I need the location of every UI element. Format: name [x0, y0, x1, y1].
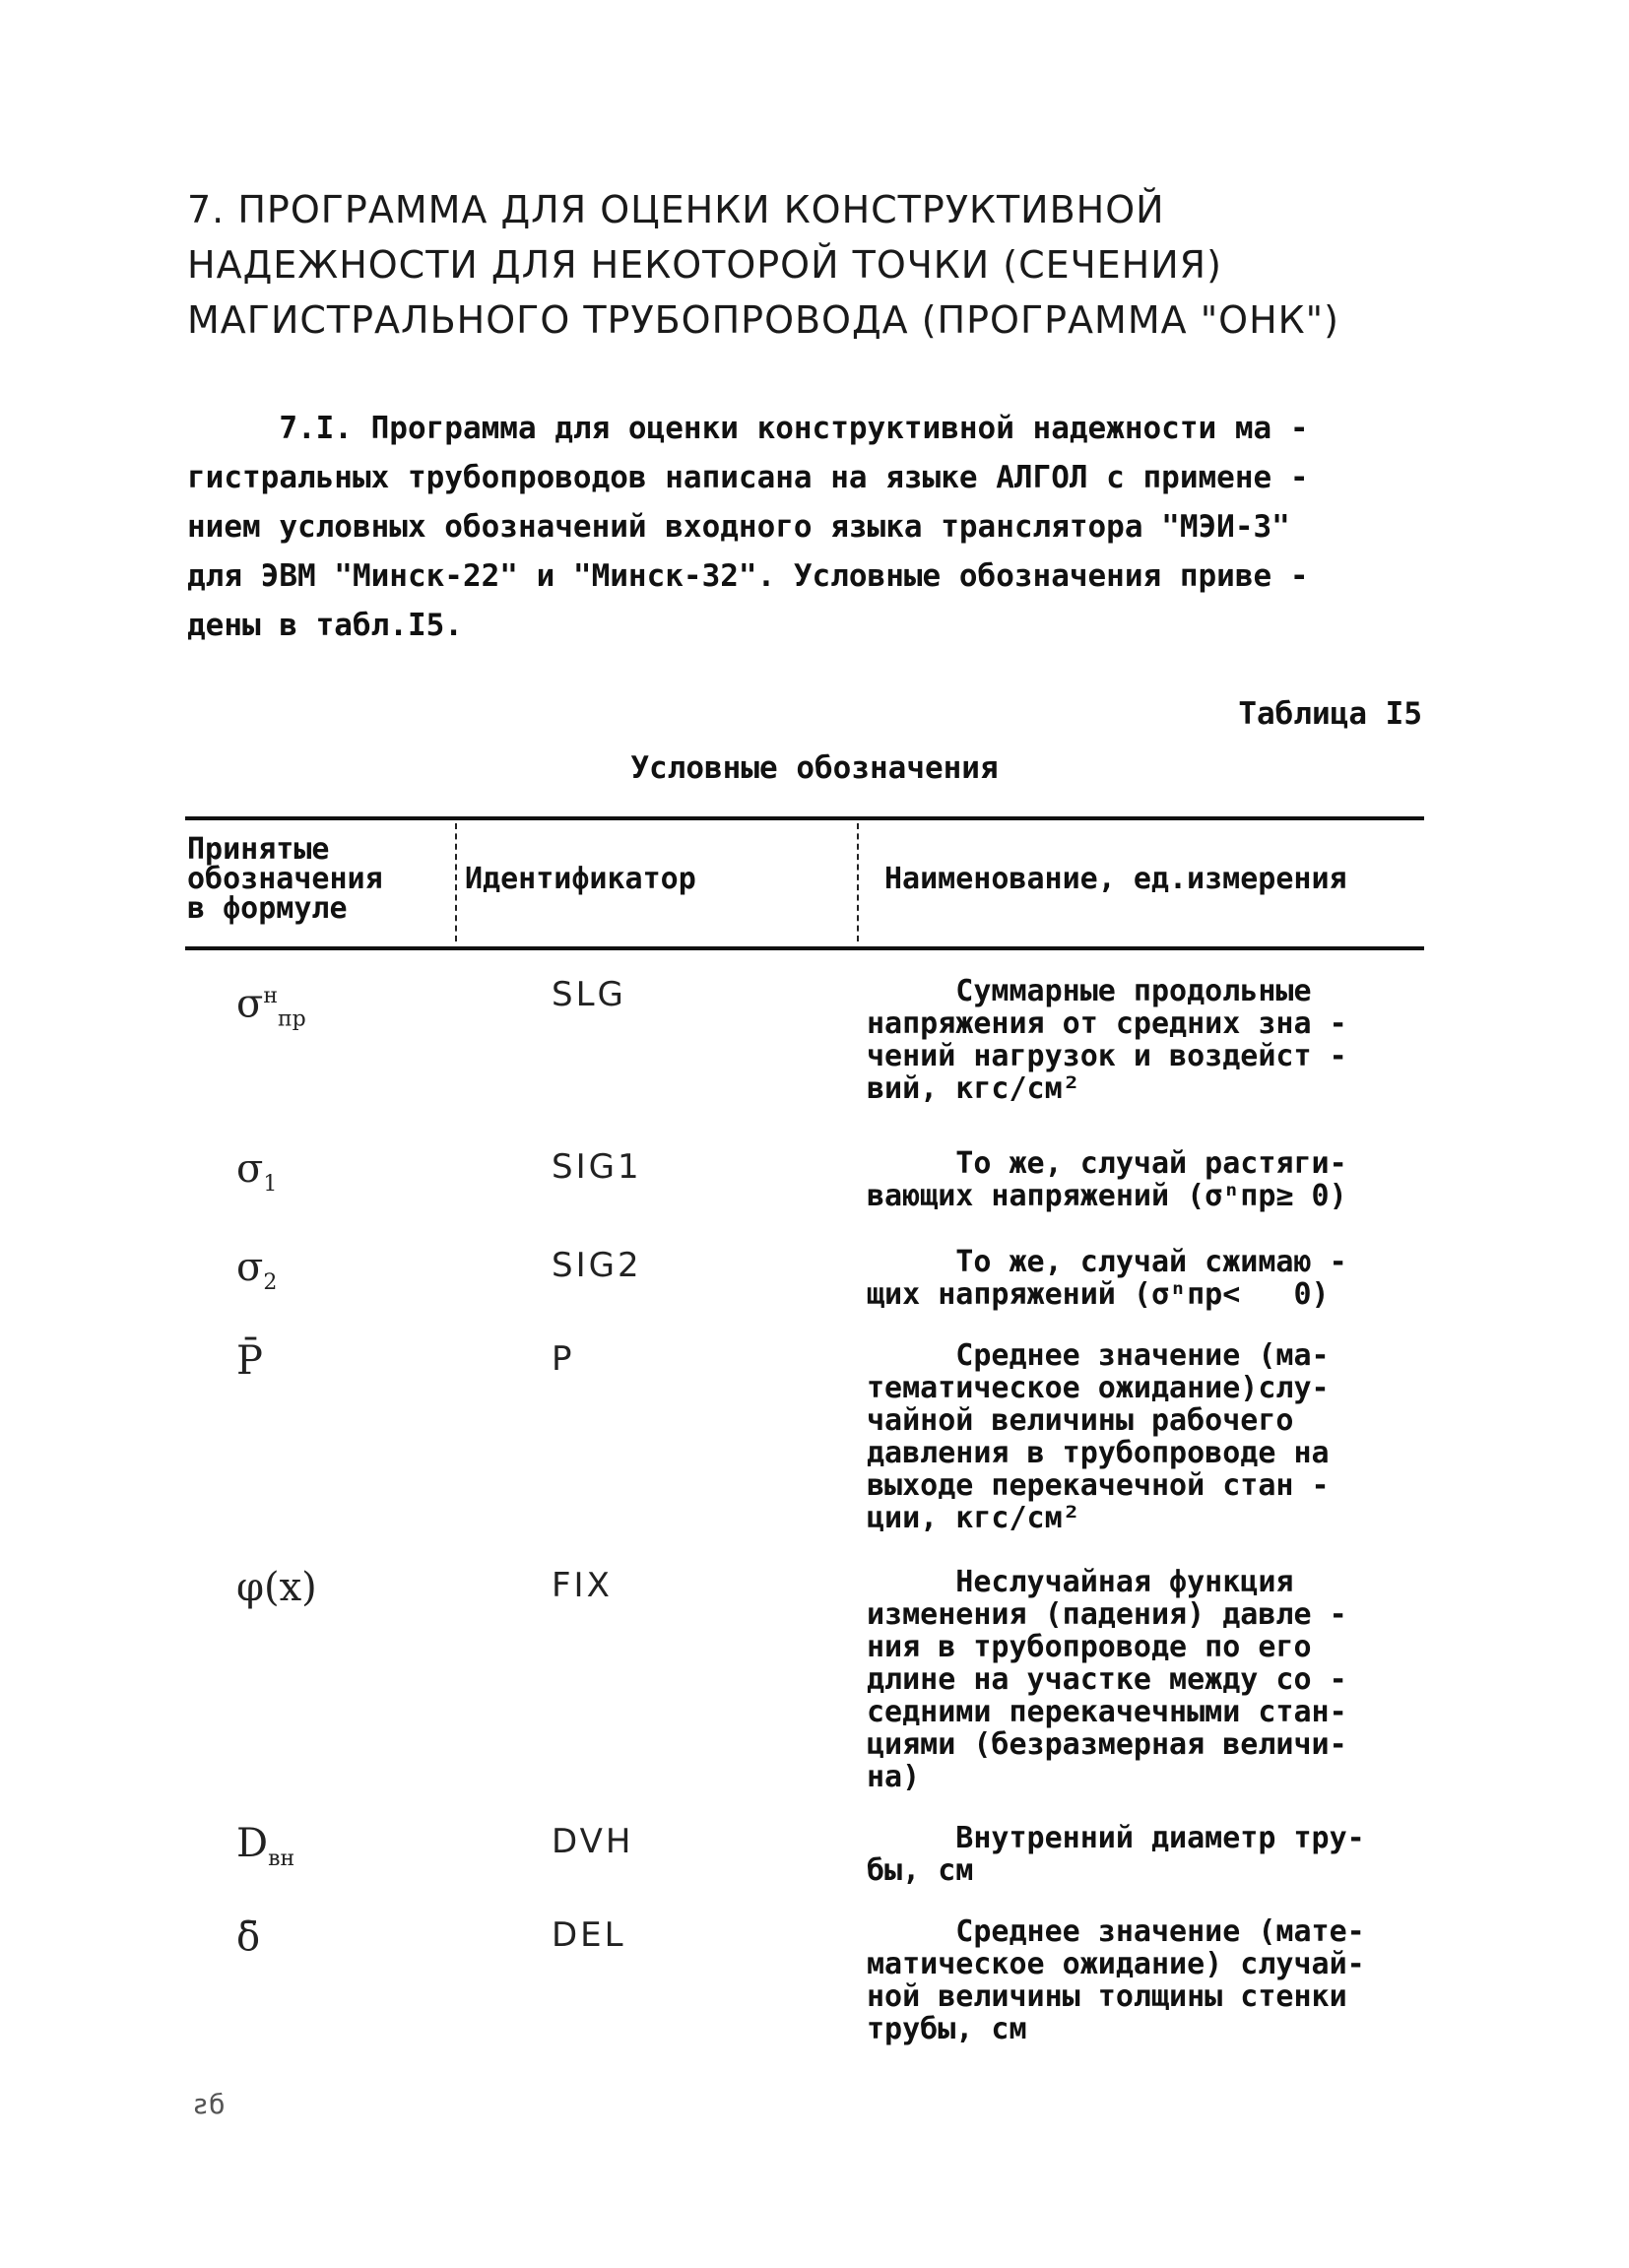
row-description: Среднее значение (ма- тематическое ожидание)слу- чайной величины рабочего давления в трубопроводе на выходе перекачечной стан - ции, кгс/см²: [867, 1338, 1330, 1535]
row-description: Внутренний диаметр тру- бы, см: [867, 1821, 1365, 1888]
row-identifier: P: [552, 1339, 575, 1379]
row-identifier: SIG1: [552, 1147, 642, 1187]
header-identifier: Идентификатор: [465, 862, 696, 896]
column-separator: [455, 823, 457, 941]
row-description: Неслучайная функция изменения (падения) давле - ния в трубопроводе по его длине на участке между со - седними перекачечными стан- циями (безразмерная величи- на): [867, 1565, 1347, 1794]
row-symbol: $\sigma^н_{пр}$: [236, 981, 306, 1032]
table-top-rule: [185, 816, 1424, 820]
row-description: То же, случай сжимаю - щих напряжений (σⁿпр< 0): [867, 1245, 1347, 1312]
heading-line: НАДЕЖНОСТИ ДЛЯ НЕКОТОРОЙ ТОЧКИ (СЕЧЕНИЯ): [187, 243, 1222, 287]
row-identifier: SIG2: [552, 1246, 642, 1285]
row-identifier: SLG: [552, 975, 626, 1014]
row-description: То же, случай растяги- вающих напряжений (σⁿпр≥ 0): [867, 1146, 1347, 1213]
heading-line: 7. ПРОГРАММА ДЛЯ ОЦЕНКИ КОНСТРУКТИВНОЙ: [187, 188, 1165, 231]
page-number: ƨб: [192, 2088, 226, 2120]
table-header-rule: [185, 946, 1424, 950]
table-title: Условные обозначения: [630, 750, 999, 786]
header-symbol: Принятые обозначения в формуле: [187, 832, 383, 926]
intro-paragraph: 7.I. Программа для оценки конструктивной надежности ма - гистральных трубопроводов написана на языке АЛГОЛ с примене - нием условных обозначений входного языка транслятора "МЭИ-3" для ЭВМ "Минск-22" и "Минск-32". Условные обозначения приве - дены в табл.I5.: [187, 411, 1309, 643]
row-symbol: φ(x): [236, 1565, 317, 1610]
row-symbol: $\sigma_1$: [236, 1146, 278, 1197]
header-name: Наименование, ед.измерения: [884, 862, 1347, 896]
section-heading: [187, 182, 1467, 348]
table-number: Таблица I5: [1238, 696, 1422, 732]
row-description: Суммарные продольные напряжения от средних зна - чений нагрузок и воздейст - вий, кгс/см²: [867, 974, 1347, 1106]
heading-line: МАГИСТРАЛЬНОГО ТРУБОПРОВОДА (ПРОГРАММА "ОНК"): [187, 298, 1339, 342]
row-identifier: DEL: [552, 1915, 626, 1955]
row-identifier: DVH: [552, 1822, 634, 1861]
column-separator: [857, 823, 859, 941]
row-symbol: $D_{вн}$: [236, 1821, 295, 1871]
row-identifier: FIX: [552, 1566, 613, 1605]
row-symbol: $\sigma_2$: [236, 1245, 278, 1295]
row-symbol: δ̄: [236, 1914, 261, 1960]
row-description: Среднее значение (мате- матическое ожидание) случай- ной величины толщины стенки трубы, см: [867, 1914, 1365, 2046]
row-symbol: P̄: [236, 1338, 263, 1384]
